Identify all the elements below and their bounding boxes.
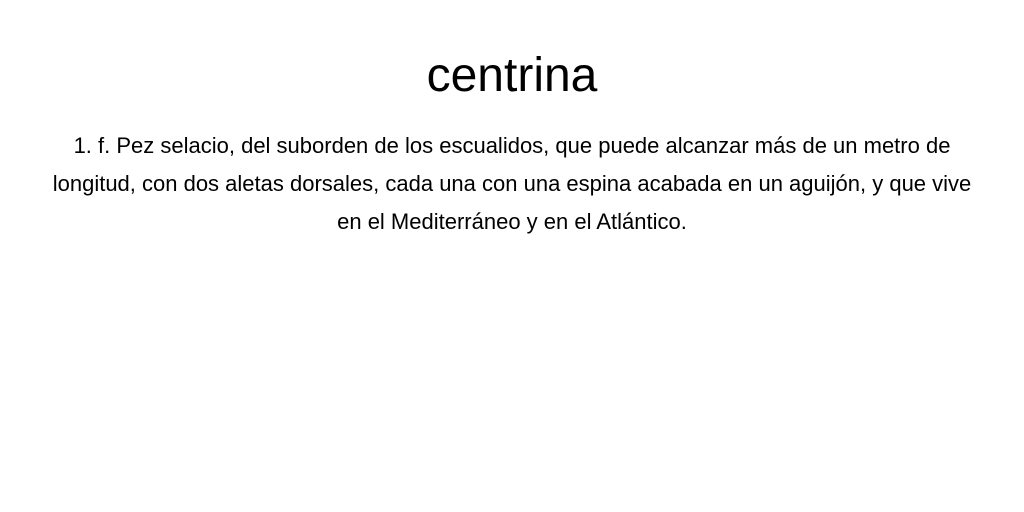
entry-headword: centrina bbox=[426, 49, 598, 102]
entry-definition: 1. f. Pez selacio, del suborden de los escualidos, que puede alcanzar más de un metro de longitud, con dos aletas dorsales, cada una con una espina acabada en un aguijón, y que vive en el Mediterráneo y en el Atlántico. bbox=[52, 133, 972, 234]
